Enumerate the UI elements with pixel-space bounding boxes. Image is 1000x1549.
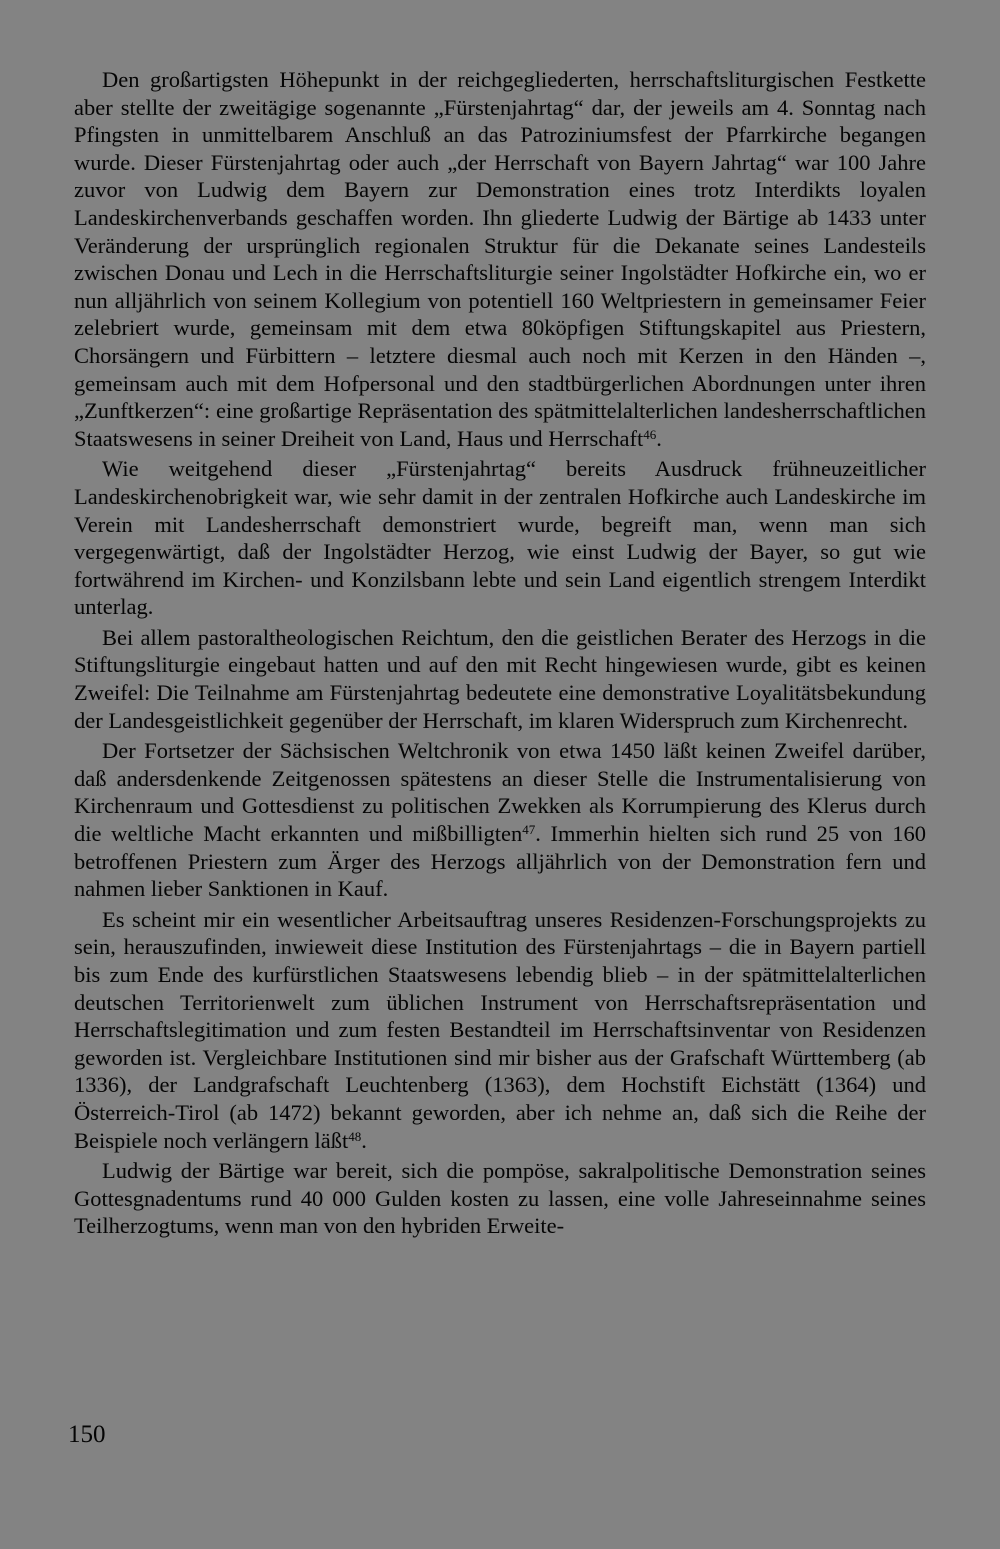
paragraph-3 xyxy=(74,624,926,734)
paragraph-tail: . xyxy=(361,1127,367,1153)
footnote-marker: 48 xyxy=(348,1128,362,1144)
document-page xyxy=(74,66,926,1240)
footnote-marker: 46 xyxy=(643,426,657,442)
footnote-marker: 47 xyxy=(522,821,536,837)
paragraph-text: Bei allem pastoraltheologischen Reichtum, den die geistlichen Berater des Herzogs in die Stiftungsliturgie eingebaut hatten und auf den mit Recht hingewiesen wurde, gibt es keinen Zweifel: Die Teilnahme am Fürstenjahrtag bedeutete eine demonstrative Loyalitätsbekundung der Landesgeistlichkeit gegenüber der Herrschaft, im klaren Widerspruch zum Kirchenrecht. xyxy=(74,624,926,733)
page-number: 150 xyxy=(68,1421,106,1448)
paragraph-text: Wie weitgehend dieser „Fürstenjahrtag“ bereits Ausdruck frühneuzeitlicher Landeskirchenobrigkeit war, wie sehr damit in der zentralen Hofkirche auch Landeskirche im Verein mit Landesherrschaft demonstriert wurde, begreift man, wenn man sich vergegenwärtigt, daß der Ingolstädter Herzog, wie einst Ludwig der Bayer, so gut wie fortwährend im Kirchen- und Konzilsbann lebte und sein Land eigentlich strengem Interdikt unterlag. xyxy=(74,456,926,620)
paragraph-5 xyxy=(74,906,926,1154)
paragraph-tail: . Immerhin hielten sich rund 25 von 160 betroffenen Priestern zum Ärger des Herzogs alljährlich von der Demonstration fern und nahmen lieber Sanktionen in Kauf. xyxy=(74,821,926,902)
paragraph-text: Der Fortsetzer der Sächsischen Weltchronik von etwa 1450 läßt keinen Zweifel darüber, daß andersdenkende Zeitgenossen spätestens an dieser Stelle die Instrumentalisierung von Kirchenraum und Gottesdienst zu politischen Zwekken als Korrumpierung des Klerus durch die weltliche Macht erkannten und mißbilligten xyxy=(74,738,926,847)
paragraph-2 xyxy=(74,455,926,621)
paragraph-text: Es scheint mir ein wesentlicher Arbeitsauftrag unseres Residenzen-Forschungsprojekts zu sein, herauszufinden, inwieweit diese Institution des Fürstenjahrtags – die in Bayern partiell bis zum Ende des kurfürstlichen Staatswesens lebendig blieb – in der spätmittelalterlichen deutschen Territorienwelt zum üblichen Instrument von Herrschaftsrepräsentation und Herrschaftslegitimation und zum festen Bestandteil im Herrschaftsinventar von Residenzen geworden ist. Vergleichbare Institutionen sind mir bisher aus der Grafschaft Württemberg (ab 1336), der Landgrafschaft Leuchtenberg (1363), dem Hochstift Eichstätt (1364) und Österreich-Tirol (ab 1472) bekannt geworden, aber ich nehme an, daß sich die Reihe der Beispiele noch verlängern läßt xyxy=(74,906,926,1153)
paragraph-1 xyxy=(74,66,926,452)
paragraph-text: Den großartigsten Höhepunkt in der reichgegliederten, herrschaftsliturgischen Festkette aber stellte der zweitägige sogenannte „Fürstenjahrtag“ dar, der jeweils am 4. Sonntag nach Pfingsten in unmittelbarem Anschluß an das Patroziniumsfest der Pfarrkirche begangen wurde. Dieser Fürstenjahrtag oder auch „der Herrschaft von Bayern Jahrtag“ war 100 Jahre zuvor von Ludwig dem Bayern zur Demonstration eines trotz Interdikts loyalen Landeskirchenverbands geschaffen worden. Ihn gliederte Ludwig der Bärtige ab 1433 unter Veränderung der ursprünglich regionalen Struktur für die Dekanate seines Landesteils zwischen Donau und Lech in die Herrschaftsliturgie seiner Ingolstädter Hofkirche ein, wo er nun alljährlich von seinem Kollegium von potentiell 160 Weltpriestern in gemeinsamer Feier zelebriert wurde, gemeinsam mit dem etwa 80köpfigen Stiftungskapitel aus Priestern, Chorsängern und Fürbittern – letztere diesmal auch noch mit Kerzen in den Händen –, gemeinsam auch mit dem Hofpersonal und den stadtbürgerlichen Abordnungen unter ihren „Zunftkerzen“: eine großartige Repräsentation des spätmittelalterlichen landesherrschaftlichen Staatswesens in seiner Dreiheit von Land, Haus und Herrschaft xyxy=(74,67,926,451)
paragraph-6 xyxy=(74,1157,926,1240)
paragraph-tail: . xyxy=(656,425,662,451)
paragraph-text: Ludwig der Bärtige war bereit, sich die pompöse, sakralpolitische Demonstration seines Gottesgnadentums rund 40 000 Gulden kosten zu lassen, eine volle Jahreseinnahme seines Teilherzogtums, wenn man von den hybriden Erweite- xyxy=(74,1158,926,1239)
body-text xyxy=(74,66,926,1240)
paragraph-4 xyxy=(74,737,926,903)
